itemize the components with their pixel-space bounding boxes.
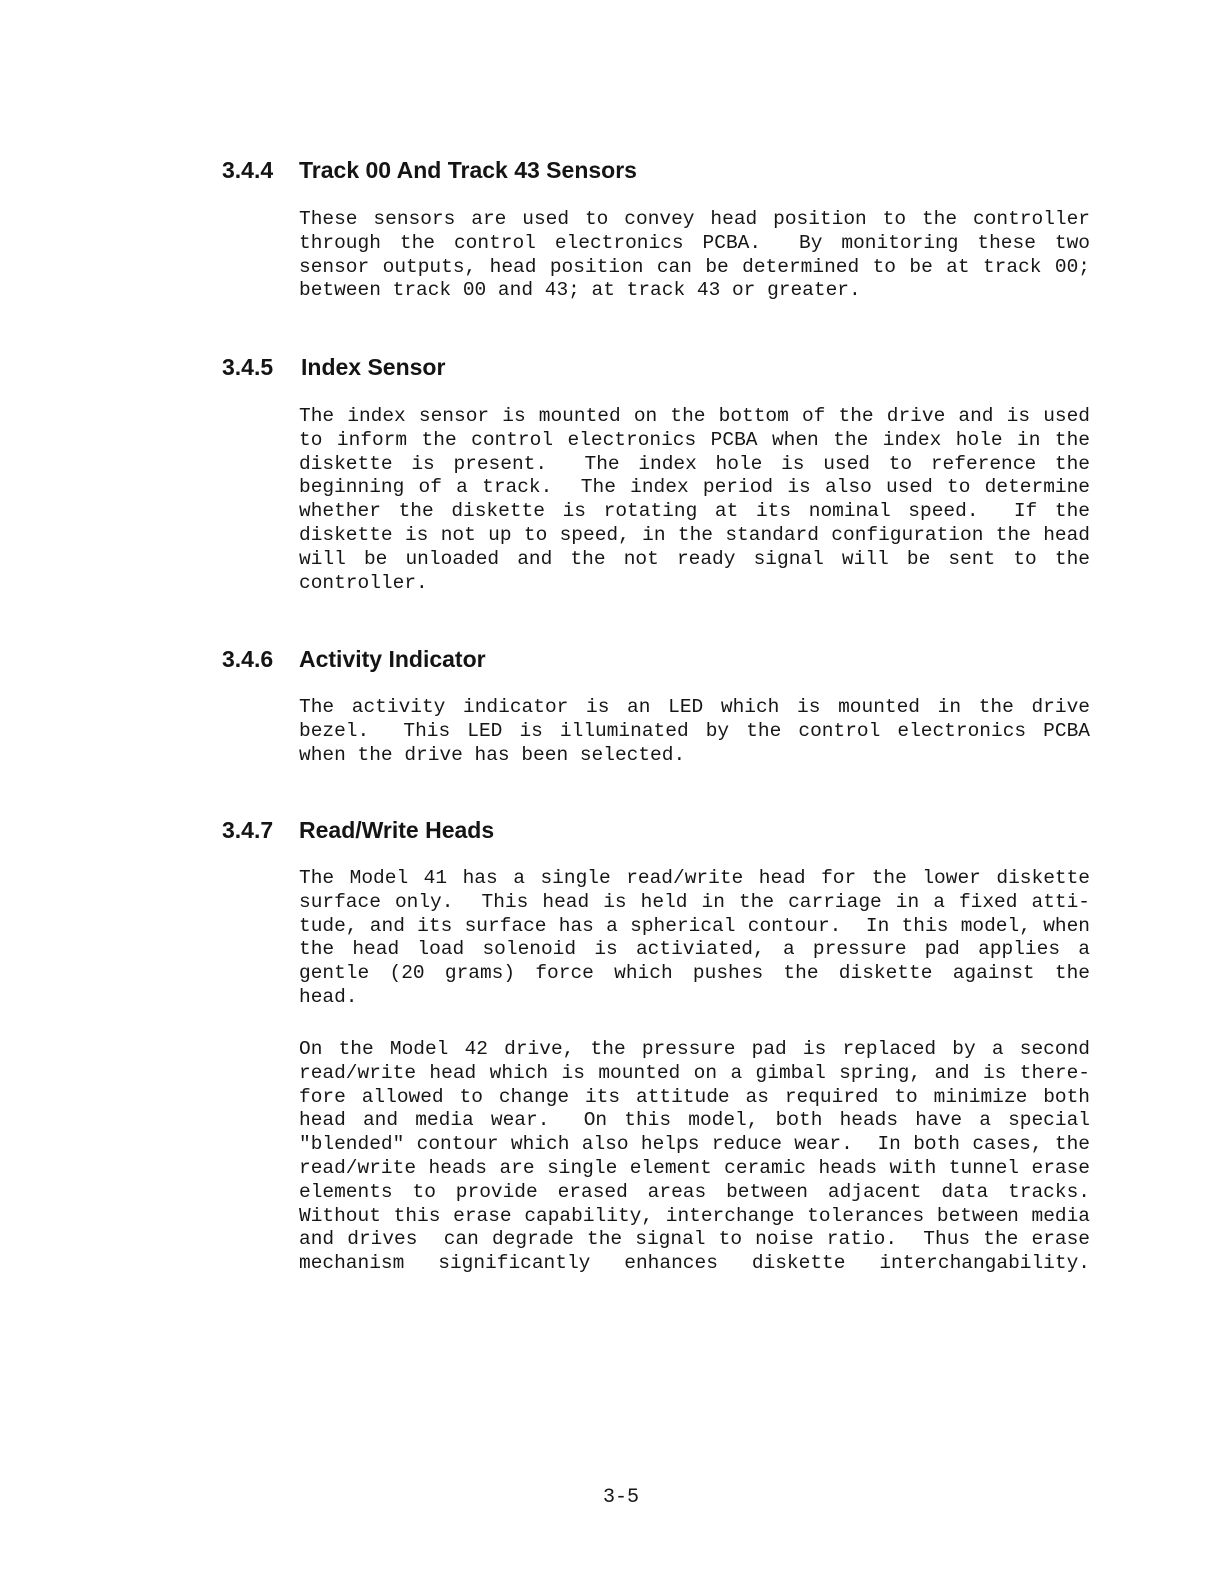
text-line: bezel. This LED is illuminated by the control electronics PCBA	[299, 719, 1090, 742]
section-title: Index Sensor	[301, 354, 446, 380]
section-heading-3-4-5	[222, 352, 445, 382]
text-line: fore allowed to change its attitude as required to minimize both	[299, 1085, 1090, 1108]
section-heading-3-4-6	[222, 644, 486, 674]
text-line: head and media wear. On this model, both heads have a special	[299, 1109, 1090, 1132]
text-line: "blended" contour which also helps reduce wear. In both cases, the	[299, 1133, 1090, 1156]
text-line: head.	[299, 985, 358, 1008]
text-line: On the Model 42 drive, the pressure pad is replaced by a second	[299, 1038, 1090, 1060]
text-line: The Model 41 has a single read/write head for the lower diskette	[299, 867, 1090, 889]
paragraph	[299, 208, 1090, 303]
section-title: Track 00 And Track 43 Sensors	[299, 157, 637, 183]
text-line: diskette is present. The index hole is used to reference the	[299, 452, 1090, 475]
text-line: when the drive has been selected.	[299, 743, 686, 766]
paragraph	[299, 696, 1090, 767]
text-line: controller.	[299, 571, 428, 594]
text-line: gentle (20 grams) force which pushes the diskette against the	[299, 962, 1090, 985]
section-number: 3.4.4	[222, 157, 274, 183]
section-heading-3-4-4	[222, 155, 637, 185]
text-line: diskette is not up to speed, in the standard configuration the head	[299, 523, 1090, 546]
text-line: elements to provide erased areas between adjacent data tracks.	[299, 1180, 1090, 1203]
text-line: read/write heads are single element ceramic heads with tunnel erase	[299, 1156, 1090, 1179]
text-line: mechanism significantly enhances diskette interchangability.	[299, 1252, 1090, 1275]
section-title: Activity Indicator	[299, 646, 486, 672]
text-line: sensor outputs, head position can be determined to be at track 00;	[299, 255, 1090, 278]
page-number: 3-5	[603, 1486, 640, 1509]
text-line: The index sensor is mounted on the bottom of the drive and is used	[299, 405, 1090, 427]
text-line: whether the diskette is rotating at its nominal speed. If the	[299, 500, 1090, 523]
text-line: These sensors are used to convey head position to the controller	[299, 208, 1090, 230]
text-line: the head load solenoid is activiated, a pressure pad applies a	[299, 938, 1090, 961]
section-title: Read/Write Heads	[299, 817, 495, 843]
text-line: tude, and its surface has a spherical contour. In this model, when	[299, 914, 1090, 937]
text-line: and drives can degrade the signal to noise ratio. Thus the erase	[299, 1228, 1090, 1251]
paragraph	[299, 1038, 1090, 1276]
text-line: will be unloaded and the not ready signal will be sent to the	[299, 547, 1090, 570]
text-line: read/write head which is mounted on a gimbal spring, and is there-	[299, 1061, 1090, 1084]
text-line: Without this erase capability, interchange tolerances between media	[299, 1204, 1090, 1227]
text-line: beginning of a track. The index period is also used to determine	[299, 476, 1090, 499]
section-number: 3.4.7	[222, 817, 274, 843]
section-number: 3.4.6	[222, 646, 274, 672]
text-line: between track 00 and 43; at track 43 or greater.	[299, 279, 861, 302]
paragraph	[299, 867, 1090, 1010]
paragraph	[299, 405, 1090, 595]
text-line: The activity indicator is an LED which is mounted in the drive	[299, 696, 1090, 718]
text-line: surface only. This head is held in the carriage in a fixed atti-	[299, 890, 1090, 913]
section-heading-3-4-7	[222, 815, 494, 845]
text-line: through the control electronics PCBA. By monitoring these two	[299, 231, 1090, 254]
section-number: 3.4.5	[222, 354, 274, 380]
text-line: to inform the control electronics PCBA when the index hole in the	[299, 428, 1090, 451]
